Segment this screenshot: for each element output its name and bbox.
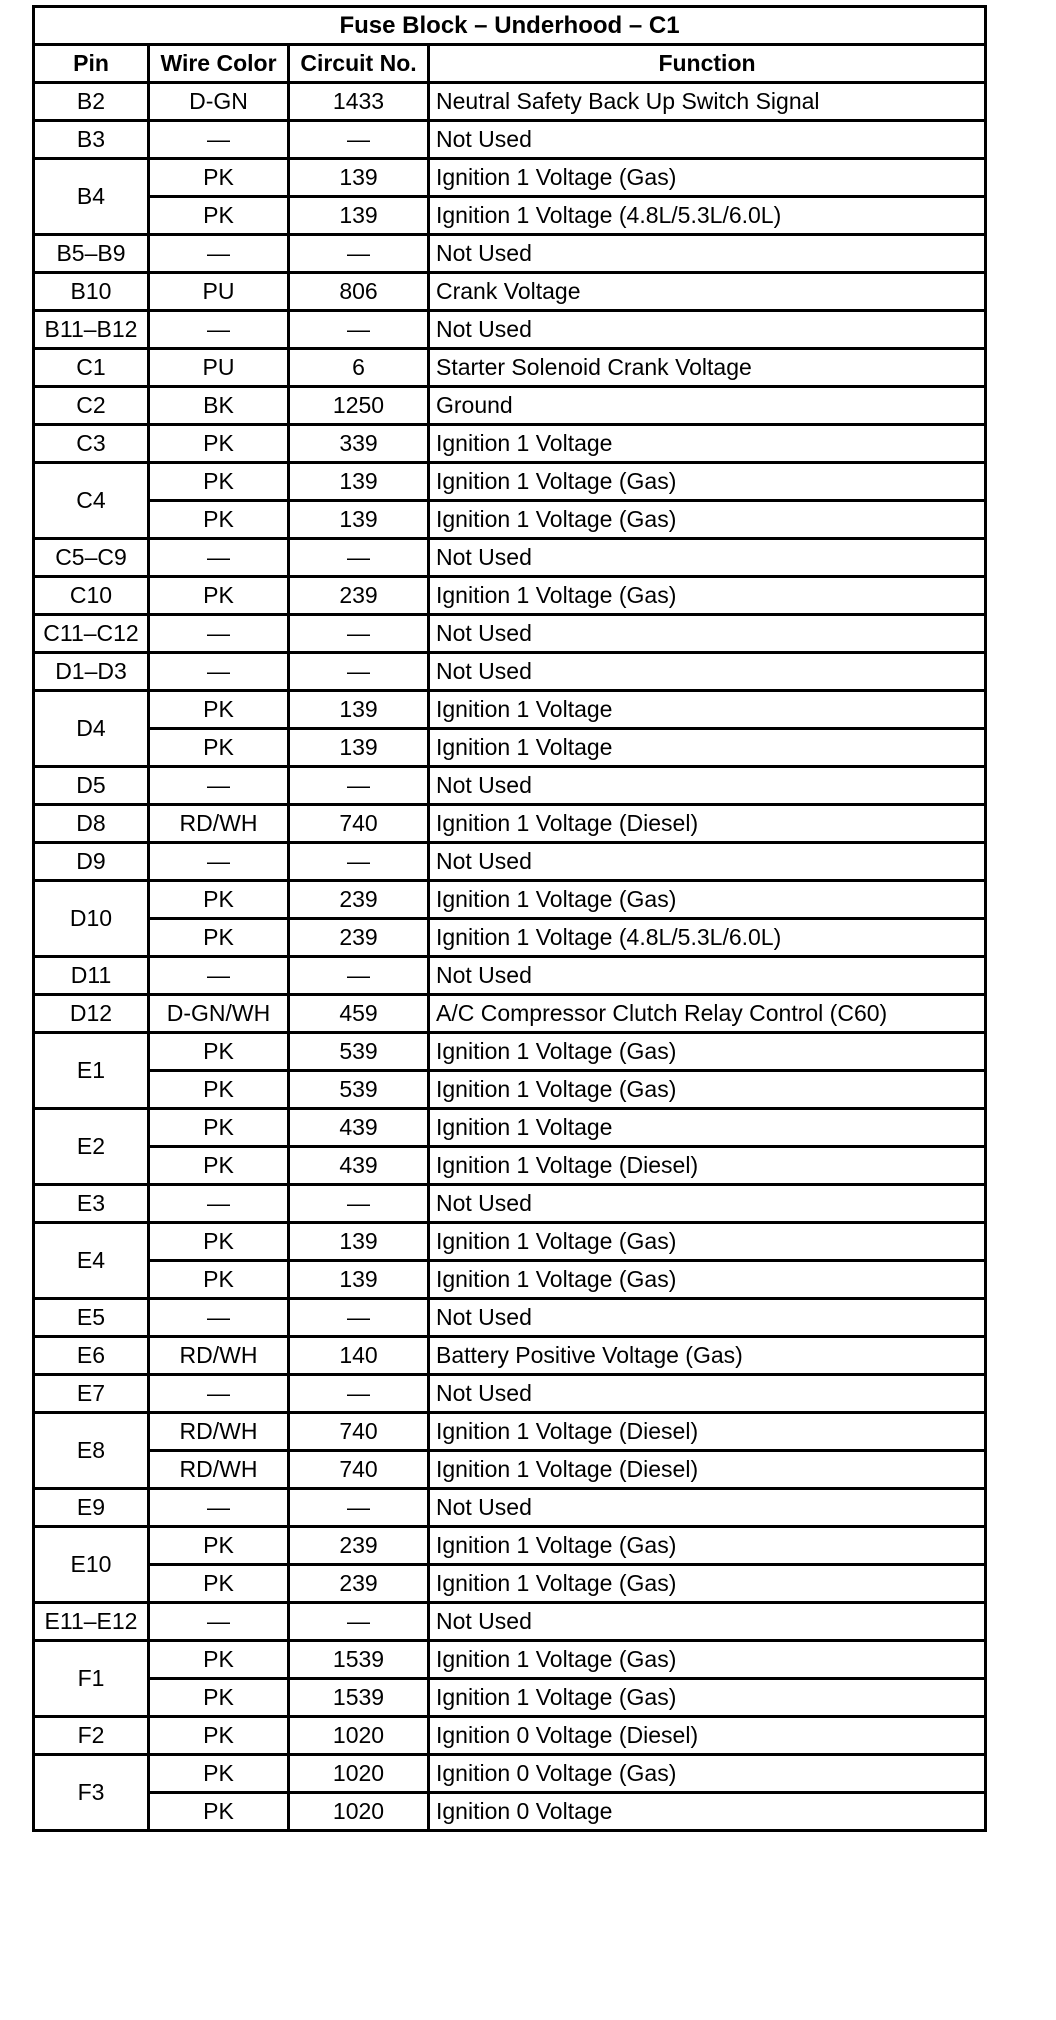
pin-cell: C1 bbox=[34, 349, 149, 387]
circuit-no-cell: — bbox=[289, 539, 429, 577]
table-row bbox=[34, 1641, 986, 1679]
pin-cell: D5 bbox=[34, 767, 149, 805]
pin-cell: B5–B9 bbox=[34, 235, 149, 273]
circuit-no-cell: — bbox=[289, 311, 429, 349]
function-cell: Not Used bbox=[429, 1375, 986, 1413]
function-cell: Not Used bbox=[429, 843, 986, 881]
header-wire-color: Wire Color bbox=[149, 45, 289, 83]
pin-cell: F2 bbox=[34, 1717, 149, 1755]
wire-color-cell: RD/WH bbox=[149, 1451, 289, 1489]
circuit-no-cell: — bbox=[289, 235, 429, 273]
circuit-no-cell: 806 bbox=[289, 273, 429, 311]
table-row bbox=[34, 767, 986, 805]
wire-color-cell: PK bbox=[149, 1755, 289, 1793]
function-cell: Ignition 0 Voltage (Gas) bbox=[429, 1755, 986, 1793]
pin-cell: E7 bbox=[34, 1375, 149, 1413]
table-row bbox=[34, 843, 986, 881]
circuit-no-cell: 239 bbox=[289, 577, 429, 615]
circuit-no-cell: 439 bbox=[289, 1109, 429, 1147]
table-row bbox=[34, 1717, 986, 1755]
table-row bbox=[34, 729, 986, 767]
table-row bbox=[34, 919, 986, 957]
table-row bbox=[34, 1565, 986, 1603]
table-row bbox=[34, 425, 986, 463]
pin-cell: D9 bbox=[34, 843, 149, 881]
wire-color-cell: PK bbox=[149, 1717, 289, 1755]
function-cell: Ignition 1 Voltage (Diesel) bbox=[429, 1413, 986, 1451]
pin-cell: E11–E12 bbox=[34, 1603, 149, 1641]
circuit-no-cell: 139 bbox=[289, 729, 429, 767]
table-row bbox=[34, 805, 986, 843]
table-row bbox=[34, 121, 986, 159]
function-cell: Ignition 1 Voltage (Gas) bbox=[429, 577, 986, 615]
function-cell: Ignition 1 Voltage (Gas) bbox=[429, 881, 986, 919]
function-cell: Ignition 1 Voltage bbox=[429, 691, 986, 729]
function-cell: Not Used bbox=[429, 615, 986, 653]
circuit-no-cell: 139 bbox=[289, 159, 429, 197]
wire-color-cell: PK bbox=[149, 1033, 289, 1071]
pin-cell: C2 bbox=[34, 387, 149, 425]
circuit-no-cell: — bbox=[289, 1375, 429, 1413]
circuit-no-cell: 1539 bbox=[289, 1679, 429, 1717]
function-cell: Ignition 1 Voltage bbox=[429, 729, 986, 767]
table-row bbox=[34, 1679, 986, 1717]
table-row bbox=[34, 349, 986, 387]
table-row bbox=[34, 1299, 986, 1337]
function-cell: Not Used bbox=[429, 767, 986, 805]
wire-color-cell: PK bbox=[149, 1223, 289, 1261]
function-cell: Ignition 1 Voltage (Diesel) bbox=[429, 1147, 986, 1185]
circuit-no-cell: 740 bbox=[289, 1451, 429, 1489]
function-cell: Ignition 1 Voltage (Gas) bbox=[429, 501, 986, 539]
pin-cell: E6 bbox=[34, 1337, 149, 1375]
function-cell: Not Used bbox=[429, 1489, 986, 1527]
circuit-no-cell: 239 bbox=[289, 1565, 429, 1603]
circuit-no-cell: — bbox=[289, 615, 429, 653]
table-row bbox=[34, 197, 986, 235]
table-row bbox=[34, 1071, 986, 1109]
wire-color-cell: — bbox=[149, 121, 289, 159]
wire-color-cell: PK bbox=[149, 1261, 289, 1299]
wire-color-cell: PK bbox=[149, 1679, 289, 1717]
table-row bbox=[34, 311, 986, 349]
table-row bbox=[34, 881, 986, 919]
circuit-no-cell: — bbox=[289, 1185, 429, 1223]
wire-color-cell: — bbox=[149, 235, 289, 273]
circuit-no-cell: — bbox=[289, 1603, 429, 1641]
function-cell: Starter Solenoid Crank Voltage bbox=[429, 349, 986, 387]
pin-cell: D4 bbox=[34, 691, 149, 767]
function-cell: Ignition 0 Voltage (Diesel) bbox=[429, 1717, 986, 1755]
table-row bbox=[34, 1375, 986, 1413]
header-pin: Pin bbox=[34, 45, 149, 83]
wire-color-cell: PK bbox=[149, 159, 289, 197]
circuit-no-cell: 139 bbox=[289, 691, 429, 729]
table-row bbox=[34, 159, 986, 197]
pin-cell: E9 bbox=[34, 1489, 149, 1527]
table-row bbox=[34, 1337, 986, 1375]
function-cell: Ignition 1 Voltage (Gas) bbox=[429, 463, 986, 501]
table-row bbox=[34, 1793, 986, 1831]
circuit-no-cell: 139 bbox=[289, 1223, 429, 1261]
wire-color-cell: PK bbox=[149, 463, 289, 501]
circuit-no-cell: 1020 bbox=[289, 1793, 429, 1831]
wire-color-cell: PK bbox=[149, 197, 289, 235]
circuit-no-cell: — bbox=[289, 1299, 429, 1337]
table-row bbox=[34, 539, 986, 577]
function-cell: A/C Compressor Clutch Relay Control (C60) bbox=[429, 995, 986, 1033]
circuit-no-cell: 339 bbox=[289, 425, 429, 463]
function-cell: Not Used bbox=[429, 311, 986, 349]
table-row bbox=[34, 615, 986, 653]
function-cell: Not Used bbox=[429, 1185, 986, 1223]
pin-cell: D12 bbox=[34, 995, 149, 1033]
table-row bbox=[34, 1223, 986, 1261]
circuit-no-cell: 139 bbox=[289, 463, 429, 501]
pin-cell: E4 bbox=[34, 1223, 149, 1299]
wire-color-cell: — bbox=[149, 1299, 289, 1337]
function-cell: Ignition 1 Voltage (Gas) bbox=[429, 1527, 986, 1565]
table-title-row bbox=[34, 7, 986, 45]
circuit-no-cell: 140 bbox=[289, 1337, 429, 1375]
table-body bbox=[34, 83, 986, 1831]
pin-cell: E5 bbox=[34, 1299, 149, 1337]
table-row bbox=[34, 83, 986, 121]
circuit-no-cell: 239 bbox=[289, 881, 429, 919]
circuit-no-cell: — bbox=[289, 843, 429, 881]
function-cell: Not Used bbox=[429, 957, 986, 995]
circuit-no-cell: 459 bbox=[289, 995, 429, 1033]
pin-cell: D11 bbox=[34, 957, 149, 995]
table-row bbox=[34, 1261, 986, 1299]
pin-cell: E1 bbox=[34, 1033, 149, 1109]
table-title: Fuse Block – Underhood – C1 bbox=[34, 7, 986, 45]
circuit-no-cell: — bbox=[289, 121, 429, 159]
pin-cell: E8 bbox=[34, 1413, 149, 1489]
function-cell: Ignition 1 Voltage (Gas) bbox=[429, 1565, 986, 1603]
circuit-no-cell: 539 bbox=[289, 1071, 429, 1109]
pin-cell: C11–C12 bbox=[34, 615, 149, 653]
wire-color-cell: D-GN/WH bbox=[149, 995, 289, 1033]
table-row bbox=[34, 1527, 986, 1565]
table-row bbox=[34, 957, 986, 995]
wire-color-cell: RD/WH bbox=[149, 1337, 289, 1375]
function-cell: Ignition 1 Voltage bbox=[429, 425, 986, 463]
wire-color-cell: PK bbox=[149, 1147, 289, 1185]
wire-color-cell: PU bbox=[149, 349, 289, 387]
circuit-no-cell: 1250 bbox=[289, 387, 429, 425]
wire-color-cell: PK bbox=[149, 1071, 289, 1109]
wire-color-cell: — bbox=[149, 653, 289, 691]
function-cell: Ignition 1 Voltage (4.8L/5.3L/6.0L) bbox=[429, 197, 986, 235]
function-cell: Not Used bbox=[429, 1603, 986, 1641]
wire-color-cell: PK bbox=[149, 1109, 289, 1147]
wire-color-cell: — bbox=[149, 1603, 289, 1641]
pin-cell: B3 bbox=[34, 121, 149, 159]
fuse-block-connector-table bbox=[32, 5, 987, 1832]
table-row bbox=[34, 273, 986, 311]
table-row bbox=[34, 387, 986, 425]
circuit-no-cell: — bbox=[289, 957, 429, 995]
circuit-no-cell: — bbox=[289, 767, 429, 805]
table-row bbox=[34, 691, 986, 729]
circuit-no-cell: 1433 bbox=[289, 83, 429, 121]
function-cell: Not Used bbox=[429, 235, 986, 273]
circuit-no-cell: 139 bbox=[289, 197, 429, 235]
table-row bbox=[34, 501, 986, 539]
wire-color-cell: — bbox=[149, 539, 289, 577]
wire-color-cell: RD/WH bbox=[149, 1413, 289, 1451]
header-circuit-no: Circuit No. bbox=[289, 45, 429, 83]
pin-cell: F1 bbox=[34, 1641, 149, 1717]
pin-cell: B10 bbox=[34, 273, 149, 311]
pin-cell: E2 bbox=[34, 1109, 149, 1185]
table-row bbox=[34, 1109, 986, 1147]
function-cell: Not Used bbox=[429, 1299, 986, 1337]
function-cell: Ignition 1 Voltage (Gas) bbox=[429, 1071, 986, 1109]
pin-cell: B2 bbox=[34, 83, 149, 121]
wire-color-cell: D-GN bbox=[149, 83, 289, 121]
wire-color-cell: — bbox=[149, 1185, 289, 1223]
circuit-no-cell: 1020 bbox=[289, 1717, 429, 1755]
wire-color-cell: PK bbox=[149, 729, 289, 767]
function-cell: Not Used bbox=[429, 653, 986, 691]
wire-color-cell: PK bbox=[149, 1641, 289, 1679]
connector-table-container bbox=[32, 5, 984, 1832]
pin-cell: E10 bbox=[34, 1527, 149, 1603]
table-row bbox=[34, 1451, 986, 1489]
function-cell: Ignition 1 Voltage (Gas) bbox=[429, 1223, 986, 1261]
function-cell: Ignition 1 Voltage (Gas) bbox=[429, 1261, 986, 1299]
pin-cell: C5–C9 bbox=[34, 539, 149, 577]
table-row bbox=[34, 577, 986, 615]
circuit-no-cell: 6 bbox=[289, 349, 429, 387]
pin-cell: D8 bbox=[34, 805, 149, 843]
table-row bbox=[34, 653, 986, 691]
function-cell: Not Used bbox=[429, 539, 986, 577]
wire-color-cell: PU bbox=[149, 273, 289, 311]
header-function: Function bbox=[429, 45, 986, 83]
wire-color-cell: PK bbox=[149, 691, 289, 729]
circuit-no-cell: 139 bbox=[289, 501, 429, 539]
wire-color-cell: PK bbox=[149, 881, 289, 919]
circuit-no-cell: — bbox=[289, 653, 429, 691]
function-cell: Crank Voltage bbox=[429, 273, 986, 311]
table-header-row bbox=[34, 45, 986, 83]
function-cell: Ignition 1 Voltage (Diesel) bbox=[429, 1451, 986, 1489]
function-cell: Not Used bbox=[429, 121, 986, 159]
circuit-no-cell: 1020 bbox=[289, 1755, 429, 1793]
circuit-no-cell: 439 bbox=[289, 1147, 429, 1185]
circuit-no-cell: 139 bbox=[289, 1261, 429, 1299]
function-cell: Battery Positive Voltage (Gas) bbox=[429, 1337, 986, 1375]
circuit-no-cell: 740 bbox=[289, 805, 429, 843]
function-cell: Ignition 1 Voltage bbox=[429, 1109, 986, 1147]
wire-color-cell: — bbox=[149, 1375, 289, 1413]
table-row bbox=[34, 1147, 986, 1185]
wire-color-cell: — bbox=[149, 311, 289, 349]
pin-cell: B4 bbox=[34, 159, 149, 235]
table-row bbox=[34, 1755, 986, 1793]
table-row bbox=[34, 1033, 986, 1071]
wire-color-cell: PK bbox=[149, 1793, 289, 1831]
circuit-no-cell: — bbox=[289, 1489, 429, 1527]
wire-color-cell: PK bbox=[149, 501, 289, 539]
function-cell: Ground bbox=[429, 387, 986, 425]
circuit-no-cell: 539 bbox=[289, 1033, 429, 1071]
function-cell: Ignition 1 Voltage (Gas) bbox=[429, 159, 986, 197]
pin-cell: E3 bbox=[34, 1185, 149, 1223]
pin-cell: B11–B12 bbox=[34, 311, 149, 349]
wire-color-cell: — bbox=[149, 1489, 289, 1527]
pin-cell: D1–D3 bbox=[34, 653, 149, 691]
pin-cell: D10 bbox=[34, 881, 149, 957]
function-cell: Ignition 1 Voltage (Gas) bbox=[429, 1641, 986, 1679]
table-row bbox=[34, 235, 986, 273]
circuit-no-cell: 1539 bbox=[289, 1641, 429, 1679]
function-cell: Ignition 1 Voltage (Gas) bbox=[429, 1679, 986, 1717]
function-cell: Neutral Safety Back Up Switch Signal bbox=[429, 83, 986, 121]
function-cell: Ignition 1 Voltage (Diesel) bbox=[429, 805, 986, 843]
function-cell: Ignition 0 Voltage bbox=[429, 1793, 986, 1831]
function-cell: Ignition 1 Voltage (Gas) bbox=[429, 1033, 986, 1071]
pin-cell: C3 bbox=[34, 425, 149, 463]
table-row bbox=[34, 995, 986, 1033]
wire-color-cell: — bbox=[149, 615, 289, 653]
wire-color-cell: BK bbox=[149, 387, 289, 425]
pin-cell: C4 bbox=[34, 463, 149, 539]
circuit-no-cell: 239 bbox=[289, 1527, 429, 1565]
table-row bbox=[34, 463, 986, 501]
pin-cell: C10 bbox=[34, 577, 149, 615]
table-row bbox=[34, 1603, 986, 1641]
table-row bbox=[34, 1185, 986, 1223]
wire-color-cell: — bbox=[149, 957, 289, 995]
function-cell: Ignition 1 Voltage (4.8L/5.3L/6.0L) bbox=[429, 919, 986, 957]
table-row bbox=[34, 1489, 986, 1527]
pin-cell: F3 bbox=[34, 1755, 149, 1831]
table-row bbox=[34, 1413, 986, 1451]
wire-color-cell: PK bbox=[149, 425, 289, 463]
wire-color-cell: PK bbox=[149, 1565, 289, 1603]
wire-color-cell: PK bbox=[149, 577, 289, 615]
circuit-no-cell: 740 bbox=[289, 1413, 429, 1451]
wire-color-cell: — bbox=[149, 767, 289, 805]
wire-color-cell: PK bbox=[149, 1527, 289, 1565]
circuit-no-cell: 239 bbox=[289, 919, 429, 957]
wire-color-cell: — bbox=[149, 843, 289, 881]
wire-color-cell: RD/WH bbox=[149, 805, 289, 843]
wire-color-cell: PK bbox=[149, 919, 289, 957]
